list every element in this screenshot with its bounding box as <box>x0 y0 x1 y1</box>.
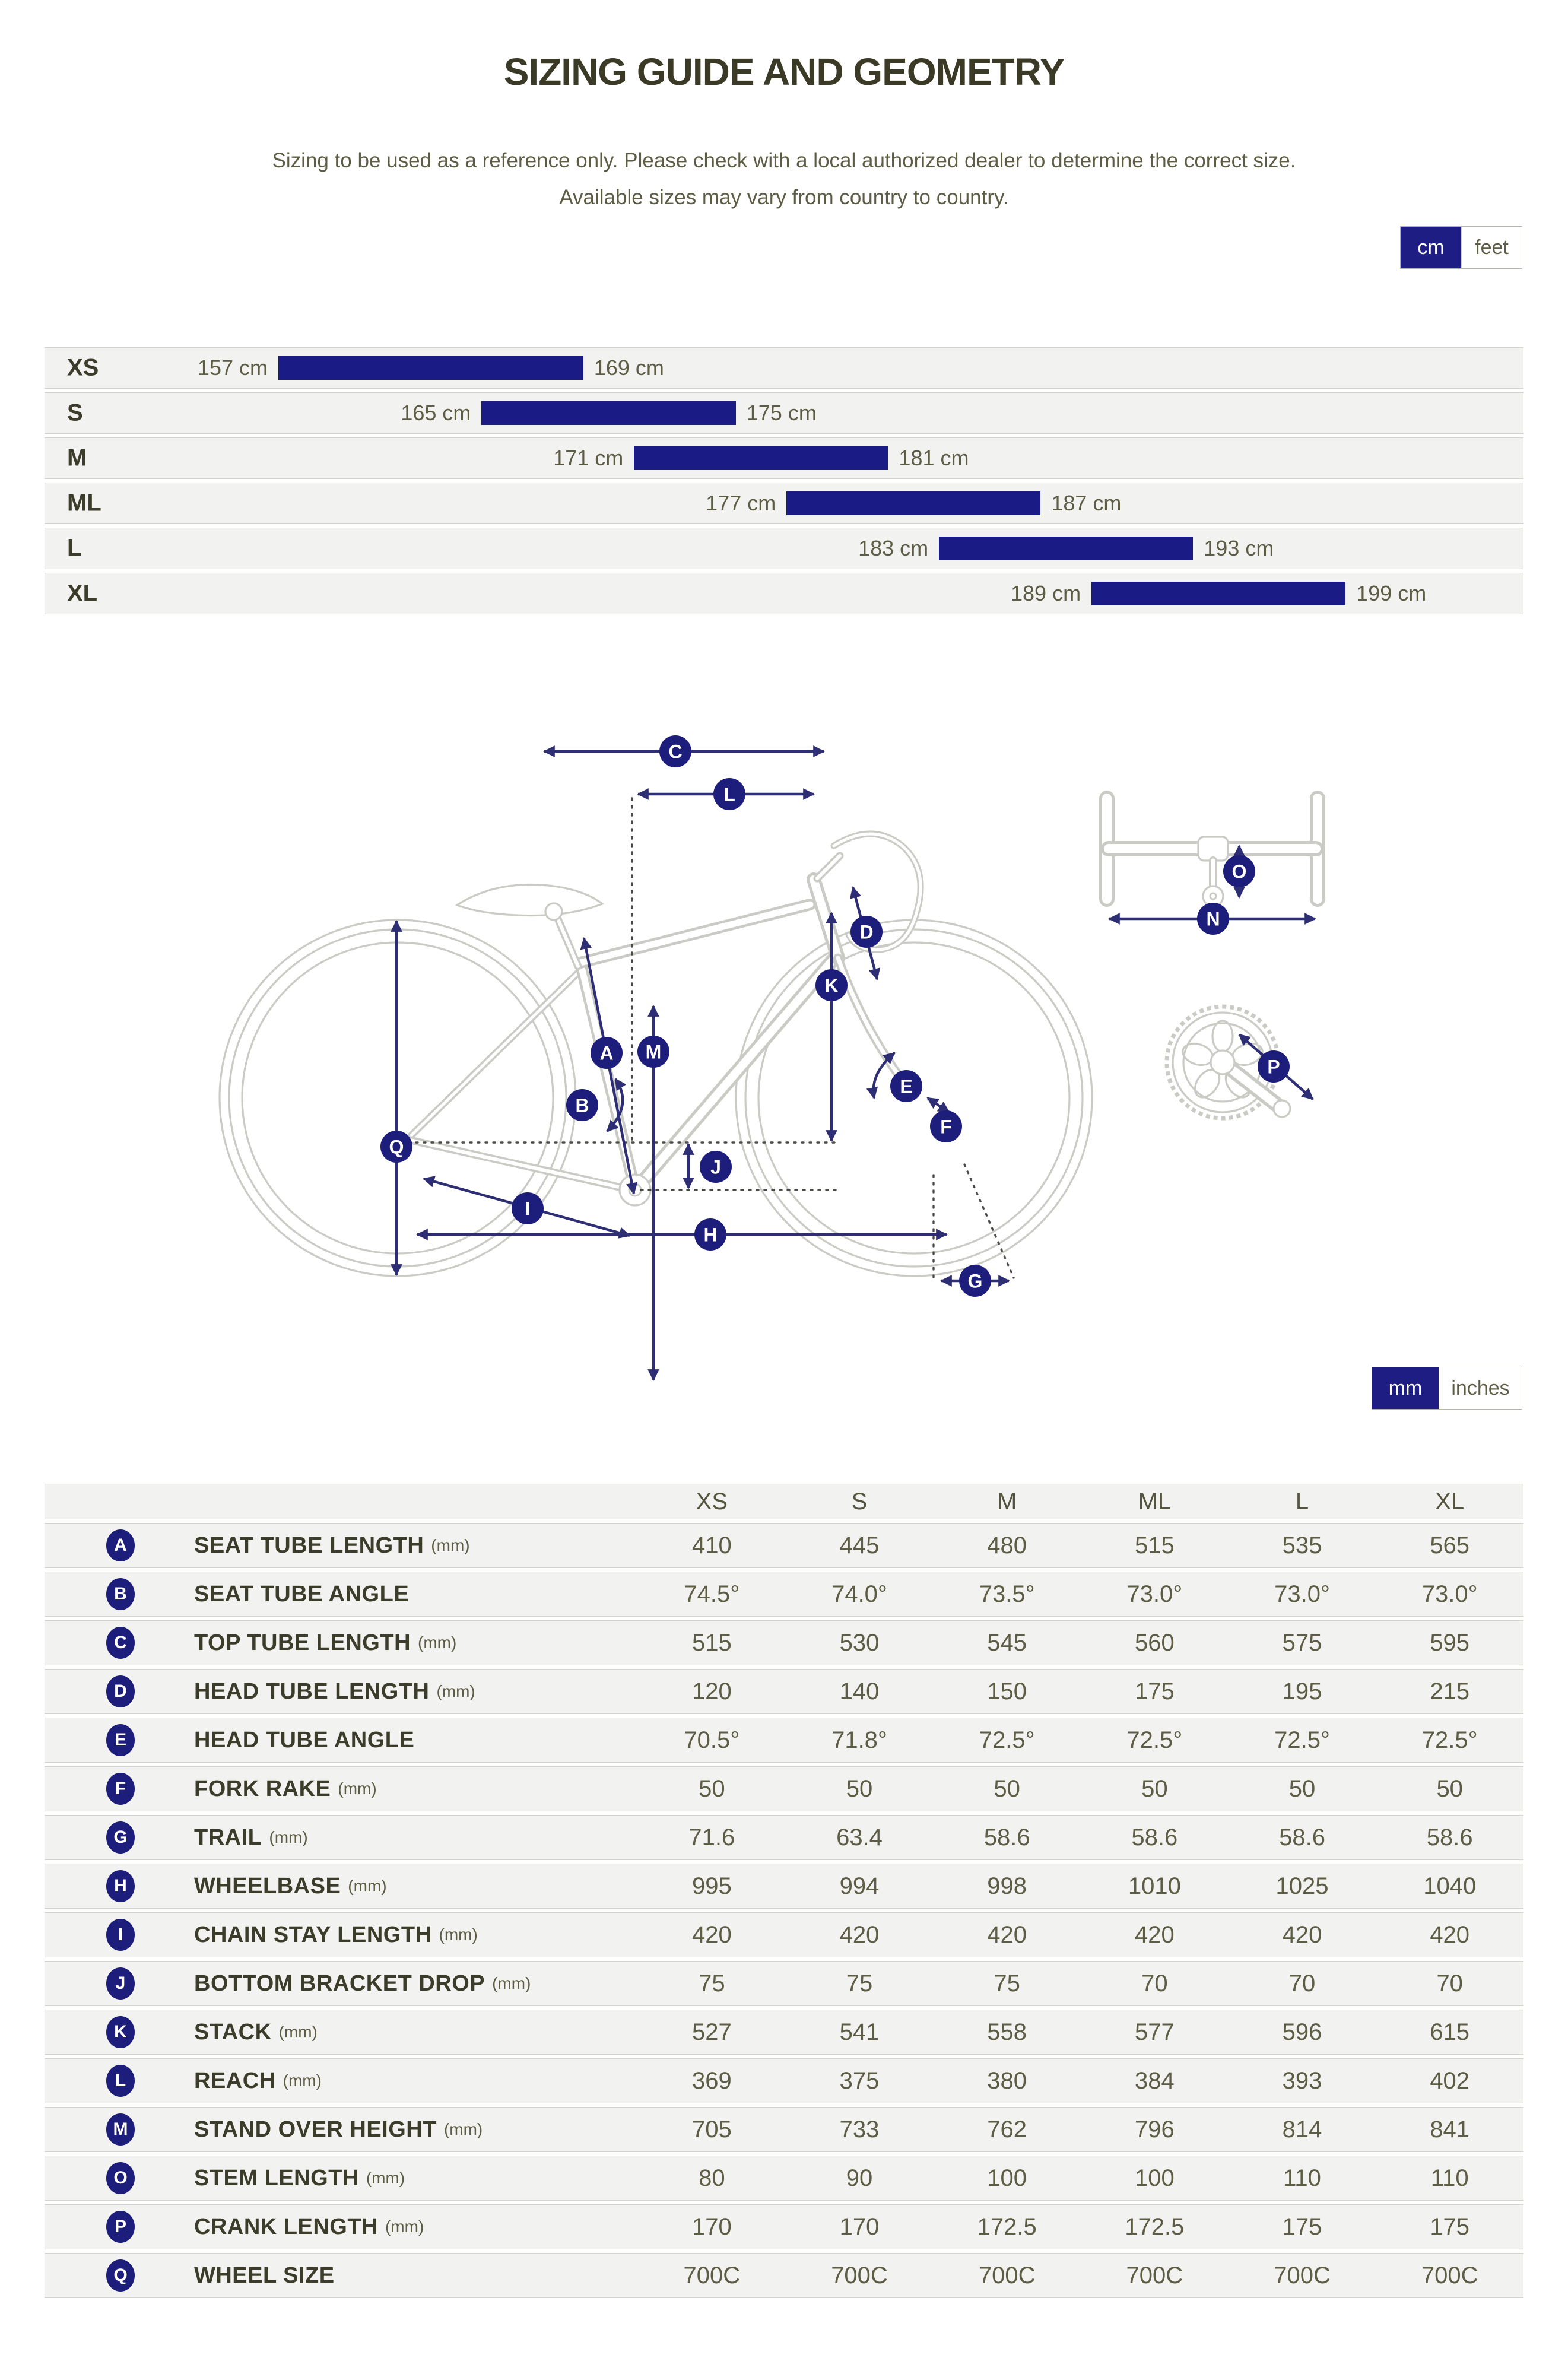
table-row-l <box>45 2058 1523 2103</box>
size-row-xs <box>45 347 1523 389</box>
row-label: CHAIN STAY LENGTH <box>194 1922 432 1947</box>
value-p-xs: 170 <box>691 2213 732 2240</box>
toggle-mm-button[interactable]: mm <box>1372 1367 1439 1409</box>
row-unit: (mm) <box>366 2169 405 2187</box>
size-row-ml <box>45 483 1523 524</box>
row-label: STEM LENGTH <box>194 2165 359 2191</box>
row-unit: (mm) <box>385 2217 424 2236</box>
value-q-xl: 700C <box>1421 2262 1478 2289</box>
value-e-ml: 72.5° <box>1126 1726 1183 1753</box>
height-range-bar <box>786 491 1040 515</box>
value-l-m: 380 <box>987 2067 1027 2094</box>
value-d-l: 195 <box>1282 1678 1322 1705</box>
row-marker-badge-q: Q <box>106 2259 135 2292</box>
row-label-cell <box>45 1821 638 1854</box>
table-header-row <box>45 1484 1523 1519</box>
row-marker-badge-a: A <box>106 1529 135 1561</box>
column-header-l: L <box>1295 1488 1309 1515</box>
value-c-m: 545 <box>987 1629 1027 1656</box>
value-p-ml: 172.5 <box>1125 2213 1185 2240</box>
row-label-cell <box>45 1578 638 1610</box>
value-g-ml: 58.6 <box>1131 1824 1178 1851</box>
min-height-label: 189 cm <box>1011 581 1081 605</box>
diagram-badges <box>380 735 1290 1297</box>
value-m-xs: 705 <box>691 2116 732 2143</box>
value-h-ml: 1010 <box>1128 1872 1181 1899</box>
table-row-i <box>45 1912 1523 1957</box>
value-b-xl: 73.0° <box>1421 1580 1478 1607</box>
value-j-ml: 70 <box>1141 1970 1168 1997</box>
value-f-s: 50 <box>846 1775 873 1802</box>
size-chart <box>45 347 1523 618</box>
size-row-l <box>45 528 1523 569</box>
diagram-marker-letter-d: D <box>859 921 874 943</box>
value-c-s: 530 <box>839 1629 880 1656</box>
row-label: TOP TUBE LENGTH <box>194 1630 411 1655</box>
value-m-l: 814 <box>1282 2116 1322 2143</box>
value-p-l: 175 <box>1282 2213 1322 2240</box>
row-marker-badge-e: E <box>106 1724 135 1756</box>
toggle-cm-button[interactable]: cm <box>1401 227 1461 268</box>
row-marker-badge-b: B <box>106 1578 135 1610</box>
diagram-marker-letter-b: B <box>575 1094 589 1116</box>
row-label-cell <box>45 2016 638 2048</box>
value-b-s: 74.0° <box>831 1580 887 1607</box>
size-label: S <box>67 399 83 426</box>
row-label: WHEEL SIZE <box>194 2262 335 2288</box>
max-height-label: 181 cm <box>899 446 969 470</box>
row-label: WHEELBASE <box>194 1873 341 1899</box>
value-g-xs: 71.6 <box>688 1824 735 1851</box>
value-a-ml: 515 <box>1134 1532 1175 1559</box>
row-label-cell <box>45 1919 638 1951</box>
value-f-xs: 50 <box>699 1775 725 1802</box>
value-k-m: 558 <box>987 2018 1027 2045</box>
value-o-ml: 100 <box>1134 2164 1175 2191</box>
construction-lines <box>401 798 1014 1278</box>
value-b-ml: 73.0° <box>1126 1580 1183 1607</box>
value-d-m: 150 <box>987 1678 1027 1705</box>
value-l-xl: 402 <box>1430 2067 1470 2094</box>
value-g-xl: 58.6 <box>1426 1824 1473 1851</box>
value-k-l: 596 <box>1282 2018 1322 2045</box>
toggle-feet-button[interactable]: feet <box>1461 227 1522 268</box>
value-b-xs: 74.5° <box>684 1580 740 1607</box>
table-row-e <box>45 1718 1523 1763</box>
table-row-h <box>45 1864 1523 1909</box>
row-label-cell <box>45 2259 638 2292</box>
row-label-cell <box>45 2065 638 2097</box>
value-k-s: 541 <box>839 2018 880 2045</box>
diagram-marker-letter-c: C <box>668 741 683 763</box>
value-m-ml: 796 <box>1134 2116 1175 2143</box>
min-height-label: 171 cm <box>553 446 624 470</box>
value-l-l: 393 <box>1282 2067 1322 2094</box>
value-a-xl: 565 <box>1430 1532 1470 1559</box>
height-range-bar <box>278 356 583 380</box>
value-i-xs: 420 <box>691 1921 732 1948</box>
value-f-ml: 50 <box>1141 1775 1168 1802</box>
row-label-cell <box>45 1627 638 1659</box>
value-f-xl: 50 <box>1436 1775 1463 1802</box>
table-row-k <box>45 2010 1523 2055</box>
diagram-marker-letter-l: L <box>723 783 735 805</box>
table-row-j <box>45 1961 1523 2006</box>
max-height-label: 175 cm <box>746 401 817 425</box>
table-row-a <box>45 1523 1523 1568</box>
value-o-s: 90 <box>846 2164 873 2191</box>
value-j-xl: 70 <box>1436 1970 1463 1997</box>
value-j-s: 75 <box>846 1970 873 1997</box>
value-l-s: 375 <box>839 2067 880 2094</box>
value-g-s: 63.4 <box>836 1824 883 1851</box>
row-label: STAND OVER HEIGHT <box>194 2116 437 2142</box>
value-e-l: 72.5° <box>1274 1726 1330 1753</box>
row-marker-badge-i: I <box>106 1919 135 1951</box>
value-d-ml: 175 <box>1134 1678 1175 1705</box>
row-label: FORK RAKE <box>194 1776 331 1801</box>
value-i-ml: 420 <box>1134 1921 1175 1948</box>
value-d-xs: 120 <box>691 1678 732 1705</box>
diagram-marker-letter-o: O <box>1231 861 1247 883</box>
row-marker-badge-d: D <box>106 1675 135 1707</box>
height-range-bar <box>481 401 735 425</box>
max-height-label: 199 cm <box>1356 581 1427 605</box>
row-label: TRAIL <box>194 1824 262 1850</box>
diagram-marker-letter-j: J <box>710 1156 721 1178</box>
row-unit: (mm) <box>418 1633 457 1652</box>
row-marker-badge-p: P <box>106 2211 135 2243</box>
row-marker-badge-f: F <box>106 1773 135 1805</box>
subtitle-line-2: Available sizes may vary from country to country. <box>559 186 1009 209</box>
row-label-cell <box>45 2211 638 2243</box>
row-marker-badge-g: G <box>106 1821 135 1854</box>
diagram-marker-letter-n: N <box>1206 908 1220 930</box>
value-g-m: 58.6 <box>983 1824 1030 1851</box>
diagram-marker-letter-a: A <box>599 1042 614 1064</box>
row-marker-badge-j: J <box>106 1967 135 2000</box>
height-unit-toggle <box>1400 226 1522 269</box>
row-label-cell <box>45 1724 638 1756</box>
geometry-table <box>45 1484 1523 2302</box>
value-d-s: 140 <box>839 1678 880 1705</box>
size-label: M <box>67 445 87 471</box>
value-j-l: 70 <box>1288 1970 1316 1997</box>
value-a-l: 535 <box>1282 1532 1322 1559</box>
row-label: CRANK LENGTH <box>194 2214 378 2239</box>
row-label: HEAD TUBE LENGTH <box>194 1678 430 1704</box>
value-k-xs: 527 <box>691 2018 732 2045</box>
value-k-xl: 615 <box>1430 2018 1470 2045</box>
column-header-s: S <box>851 1488 868 1515</box>
value-o-m: 100 <box>987 2164 1027 2191</box>
value-e-s: 71.8° <box>831 1726 887 1753</box>
value-q-s: 700C <box>831 2262 888 2289</box>
value-h-xl: 1040 <box>1423 1872 1477 1899</box>
row-unit: (mm) <box>269 1828 308 1846</box>
row-unit: (mm) <box>283 2071 322 2090</box>
geometry-unit-toggle <box>1372 1367 1522 1410</box>
row-label-cell <box>45 2113 638 2146</box>
diagram-marker-letter-g: G <box>967 1270 983 1292</box>
column-header-xl: XL <box>1435 1488 1465 1515</box>
value-q-m: 700C <box>978 2262 1036 2289</box>
size-label: ML <box>67 490 101 516</box>
value-k-ml: 577 <box>1134 2018 1175 2045</box>
value-c-l: 575 <box>1282 1629 1322 1656</box>
column-header-ml: ML <box>1138 1488 1172 1515</box>
value-g-l: 58.6 <box>1279 1824 1325 1851</box>
row-unit: (mm) <box>443 2120 483 2138</box>
value-j-xs: 75 <box>699 1970 725 1997</box>
table-row-p <box>45 2204 1523 2249</box>
diagram-marker-letter-e: E <box>900 1075 913 1097</box>
value-a-xs: 410 <box>691 1532 732 1559</box>
min-height-label: 183 cm <box>858 536 929 560</box>
table-row-c <box>45 1620 1523 1665</box>
row-label: SEAT TUBE LENGTH <box>194 1532 424 1558</box>
value-m-s: 733 <box>839 2116 880 2143</box>
size-label: XS <box>67 354 99 381</box>
row-label-cell <box>45 1870 638 1902</box>
table-row-q <box>45 2253 1523 2298</box>
min-height-label: 177 cm <box>706 491 776 515</box>
value-a-s: 445 <box>839 1532 880 1559</box>
value-p-m: 172.5 <box>977 2213 1037 2240</box>
value-q-ml: 700C <box>1126 2262 1183 2289</box>
value-b-m: 73.5° <box>979 1580 1035 1607</box>
row-label-cell <box>45 1773 638 1805</box>
row-label-cell <box>45 2162 638 2194</box>
size-row-s <box>45 392 1523 434</box>
size-label: XL <box>67 580 98 607</box>
toggle-inches-button[interactable]: inches <box>1439 1367 1522 1409</box>
row-unit: (mm) <box>492 1974 531 1992</box>
value-m-xl: 841 <box>1430 2116 1470 2143</box>
table-row-d <box>45 1669 1523 1714</box>
value-j-m: 75 <box>994 1970 1020 1997</box>
value-h-l: 1025 <box>1275 1872 1329 1899</box>
value-i-l: 420 <box>1282 1921 1322 1948</box>
row-marker-badge-k: K <box>106 2016 135 2048</box>
subtitle-line-1: Sizing to be used as a reference only. Please check with a local authorized dealer to determine the correct size. <box>272 149 1296 172</box>
row-label: REACH <box>194 2068 276 2093</box>
row-label-cell <box>45 1675 638 1707</box>
diagram-marker-letter-q: Q <box>389 1136 404 1158</box>
value-f-m: 50 <box>994 1775 1020 1802</box>
value-c-xs: 515 <box>691 1629 732 1656</box>
row-unit: (mm) <box>431 1536 470 1554</box>
height-range-bar <box>939 537 1193 560</box>
row-label-cell <box>45 1529 638 1561</box>
value-i-xl: 420 <box>1430 1921 1470 1948</box>
value-p-xl: 175 <box>1430 2213 1470 2240</box>
value-m-m: 762 <box>987 2116 1027 2143</box>
value-o-l: 110 <box>1283 2164 1321 2191</box>
row-unit: (mm) <box>338 1779 377 1798</box>
size-row-m <box>45 437 1523 479</box>
value-q-xs: 700C <box>683 2262 741 2289</box>
table-row-g <box>45 1815 1523 1860</box>
value-e-xs: 70.5° <box>684 1726 740 1753</box>
row-marker-badge-m: M <box>106 2113 135 2146</box>
column-header-m: M <box>997 1488 1017 1515</box>
table-row-b <box>45 1572 1523 1617</box>
value-e-xl: 72.5° <box>1421 1726 1478 1753</box>
diagram-marker-letter-i: I <box>525 1198 531 1220</box>
value-h-s: 994 <box>839 1872 880 1899</box>
page-title: SIZING GUIDE AND GEOMETRY <box>503 50 1065 93</box>
max-height-label: 169 cm <box>593 356 664 380</box>
value-h-m: 998 <box>987 1872 1027 1899</box>
value-p-s: 170 <box>839 2213 880 2240</box>
row-unit: (mm) <box>436 1682 475 1700</box>
row-marker-badge-l: L <box>106 2065 135 2097</box>
column-header-xs: XS <box>696 1488 728 1515</box>
value-i-s: 420 <box>839 1921 880 1948</box>
row-marker-badge-h: H <box>106 1870 135 1902</box>
value-a-m: 480 <box>987 1532 1027 1559</box>
value-o-xl: 110 <box>1430 2164 1469 2191</box>
size-label: L <box>67 535 82 561</box>
value-h-xs: 995 <box>691 1872 732 1899</box>
value-q-l: 700C <box>1274 2262 1331 2289</box>
table-row-m <box>45 2107 1523 2152</box>
value-c-xl: 595 <box>1430 1629 1470 1656</box>
value-l-xs: 369 <box>691 2067 732 2094</box>
row-unit: (mm) <box>348 1877 387 1895</box>
diagram-marker-letter-p: P <box>1267 1056 1280 1078</box>
geometry-diagram <box>45 700 1523 1383</box>
size-row-xl <box>45 573 1523 614</box>
row-label: HEAD TUBE ANGLE <box>194 1727 415 1753</box>
row-label: STACK <box>194 2019 272 2045</box>
row-label: SEAT TUBE ANGLE <box>194 1581 410 1607</box>
value-i-m: 420 <box>987 1921 1027 1948</box>
value-l-ml: 384 <box>1134 2067 1175 2094</box>
value-o-xs: 80 <box>699 2164 725 2191</box>
value-d-xl: 215 <box>1430 1678 1470 1705</box>
height-range-bar <box>1091 582 1345 605</box>
diagram-marker-letter-h: H <box>703 1224 718 1246</box>
value-c-ml: 560 <box>1134 1629 1175 1656</box>
table-row-o <box>45 2156 1523 2201</box>
row-marker-badge-c: C <box>106 1627 135 1659</box>
value-e-m: 72.5° <box>979 1726 1035 1753</box>
value-f-l: 50 <box>1288 1775 1316 1802</box>
min-height-label: 165 cm <box>401 401 471 425</box>
diagram-marker-letter-k: K <box>824 975 839 996</box>
table-row-f <box>45 1766 1523 1811</box>
max-height-label: 187 cm <box>1051 491 1122 515</box>
value-b-l: 73.0° <box>1274 1580 1330 1607</box>
page-subtitle <box>0 142 1568 216</box>
max-height-label: 193 cm <box>1204 536 1274 560</box>
row-unit: (mm) <box>439 1925 478 1944</box>
height-range-bar <box>634 446 888 470</box>
diagram-marker-letter-f: F <box>940 1116 952 1138</box>
handlebar-drawing <box>1107 798 1318 906</box>
row-label: BOTTOM BRACKET DROP <box>194 1970 485 1996</box>
row-marker-badge-o: O <box>106 2162 135 2194</box>
row-unit: (mm) <box>278 2023 318 2041</box>
row-label-cell <box>45 1967 638 2000</box>
diagram-marker-letter-m: M <box>645 1041 662 1063</box>
min-height-label: 157 cm <box>197 356 268 380</box>
